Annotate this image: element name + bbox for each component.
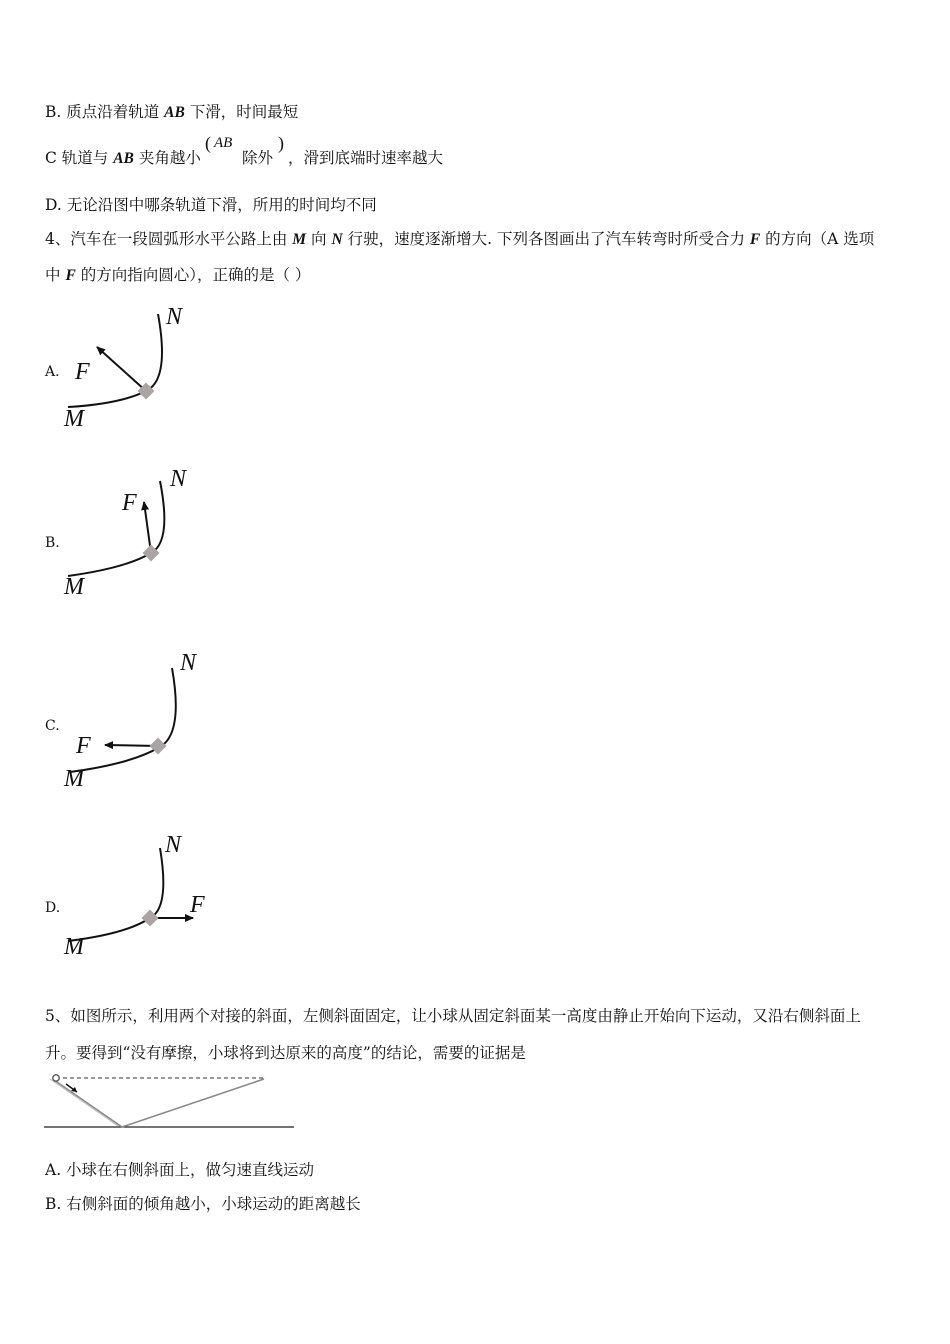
q3-option-b-var: AB [164,104,185,121]
q3-option-d: D. 无论沿图中哪条轨道下滑，所用的时间均不同 [45,196,377,214]
label-m: M [64,934,84,960]
q4-stem-line1 [45,229,874,250]
label-f: F [76,733,91,759]
q4-stem-var-n: N [331,231,343,248]
q4-option-d-figure [60,828,220,963]
q4-stem-text-a: 4、汽车在一段圆弧形水平公路上由 [45,230,293,248]
q4-stem-text-c: 行驶，速度逐渐增大. 下列各图画出了汽车转弯时所受合力 [342,230,750,248]
label-n: N [180,650,197,676]
label-m: M [64,406,84,432]
q3-option-c-paren-open: ( [205,133,211,153]
ball [53,1075,59,1081]
q5-inclined-planes-figure [44,1070,296,1132]
q3-option-c-mid: 夹角越小 [133,149,201,167]
label-n: N [170,466,187,492]
q4-option-b-label[interactable]: B. [45,535,60,551]
q3-option-c [45,148,201,169]
path-curve [68,848,163,941]
q4-stem-var-f: F [749,231,761,248]
label-n: N [166,304,183,330]
q3-option-c-paren-text: 除外 [242,149,274,167]
force-arrow [97,347,146,391]
q3-option-b-text-1: B. 质点沿着轨道 [45,103,165,121]
q3-option-c-suffix: ，滑到底端时速率越大 [288,149,444,167]
q4-stem-line2 [45,265,310,286]
label-m: M [64,766,84,792]
label-n: N [165,832,182,858]
q4-stem-text-e: 中 [45,266,66,284]
q5-stem-line1: 5、如图所示，利用两个对接的斜面，左侧斜面固定，让小球从固定斜面某一高度由静止开始向下运动，又沿右侧斜面上 [45,1007,861,1025]
label-m: M [64,574,84,600]
q3-option-b-text-2: 下滑，时间最短 [184,103,299,121]
label-f: F [122,490,137,516]
q4-option-c-label[interactable]: C. [45,718,60,734]
q4-option-a-figure [60,300,210,435]
label-f: F [190,892,205,918]
q3-option-c-paren-var: AB [214,135,233,151]
path-curve [68,481,164,576]
force-arrow [144,502,151,553]
q4-stem-text-f: 的方向指向圆心），正确的是（ ） [75,266,311,284]
left-plane-edge [50,1079,118,1126]
label-f: F [75,359,90,385]
q4-stem-text-b: 向 [306,230,332,248]
q3-option-c-prefix: C 轨道与 [45,149,114,167]
q5-option-a[interactable]: A. 小球在右侧斜面上，做匀速直线运动 [45,1161,315,1179]
q4-option-b-figure [60,462,210,602]
q4-option-c-figure [60,646,220,796]
q5-stem-line2: 升。要得到“没有摩擦，小球将到达原来的高度”的结论，需要的证据是 [45,1044,526,1062]
q4-stem-text-d: 的方向（A 选项 [760,230,875,248]
q4-option-a-label[interactable]: A. [45,364,60,380]
q3-option-c-paren-close: ) [278,133,284,153]
q4-stem-var-m: M [292,231,307,248]
q3-option-b [45,102,298,123]
q4-stem-var-f2: F [65,267,76,284]
q4-option-d-label[interactable]: D. [45,900,61,916]
q5-option-b[interactable]: B. 右侧斜面的倾角越小，小球运动的距离越长 [45,1195,361,1213]
q3-option-c-var: AB [113,150,134,167]
